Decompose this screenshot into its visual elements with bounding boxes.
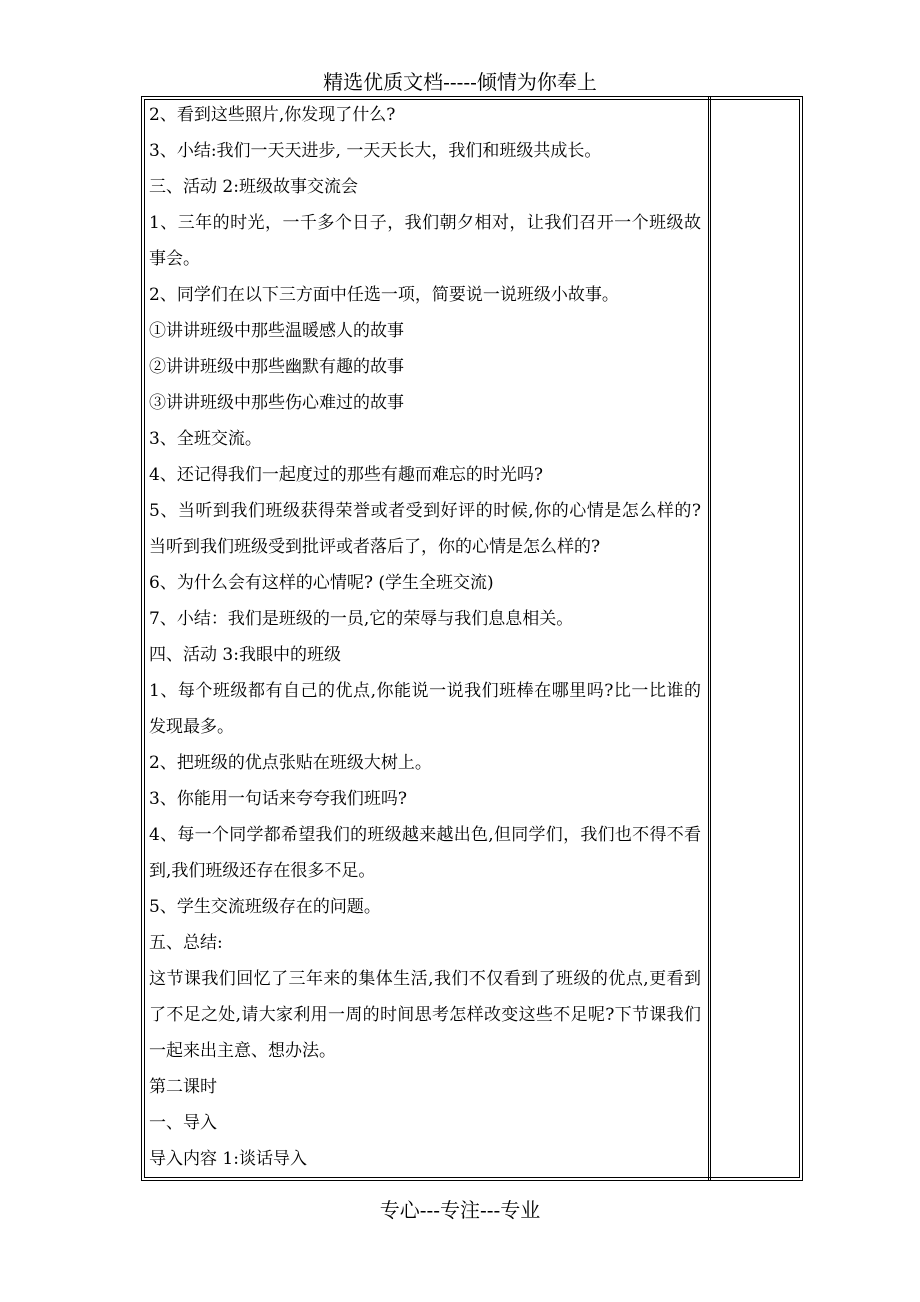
content-line: 5、当听到我们班级获得荣誉或者受到好评的时候,你的心情是怎么样的?当听到我们班级受到批评或者落后了，你的心情是怎么样的?: [149, 501, 701, 557]
content-line: 2、把班级的优点张贴在班级大树上。: [149, 753, 432, 773]
table-column-divider: [708, 96, 711, 1181]
content-line: 这节课我们回忆了三年来的集体生活,我们不仅看到了班级的优点,更看到了不足之处,请大家利用一周的时间思考怎样改变这些不足呢?下节课我们一起来出主意、想办法。: [149, 969, 701, 1061]
content-line: 1、三年的时光，一千多个日子，我们朝夕相对，让我们召开一个班级故事会。: [149, 213, 701, 269]
section-heading: 三、活动 2:班级故事交流会: [149, 177, 358, 197]
content-line: 3、全班交流。: [149, 429, 262, 449]
list-item: ③讲讲班级中那些伤心难过的故事: [149, 393, 404, 413]
content-line: 7、小结：我们是班级的一员,它的荣辱与我们息息相关。: [149, 609, 574, 629]
list-item: ①讲讲班级中那些温暖感人的故事: [149, 321, 404, 341]
content-line: 6、为什么会有这样的心情呢? (学生全班交流): [149, 573, 494, 593]
page-header: 精选优质文档-----倾情为你奉上: [323, 70, 597, 94]
list-item: ②讲讲班级中那些幽默有趣的故事: [149, 357, 404, 377]
content-line: 3、小结:我们一天天进步, 一天天长大，我们和班级共成长。: [149, 141, 602, 161]
content-line: 4、还记得我们一起度过的那些有趣而难忘的时光吗?: [149, 465, 543, 485]
content-line: 2、同学们在以下三方面中任选一项，简要说一说班级小故事。: [149, 285, 619, 305]
page-footer: 专心---专注---专业: [379, 1198, 541, 1222]
section-heading: 一、导入: [149, 1113, 217, 1133]
content-line: 4、每一个同学都希望我们的班级越来越出色,但同学们，我们也不得不看到,我们班级还存在很多不足。: [149, 825, 701, 881]
section-heading: 第二课时: [149, 1077, 217, 1097]
content-line: 1、每个班级都有自己的优点,你能说一说我们班棒在哪里吗?比一比谁的发现最多。: [149, 681, 701, 737]
content-line: 2、看到这些照片,你发现了什么?: [149, 105, 396, 125]
content-line: 5、学生交流班级存在的问题。: [149, 897, 381, 917]
lesson-content: [149, 97, 701, 1177]
content-line: 导入内容 1:谈话导入: [149, 1149, 307, 1169]
section-heading: 四、活动 3:我眼中的班级: [149, 645, 341, 665]
content-line: 3、你能用一句话来夸夸我们班吗?: [149, 789, 407, 809]
section-heading: 五、总结:: [149, 933, 223, 953]
